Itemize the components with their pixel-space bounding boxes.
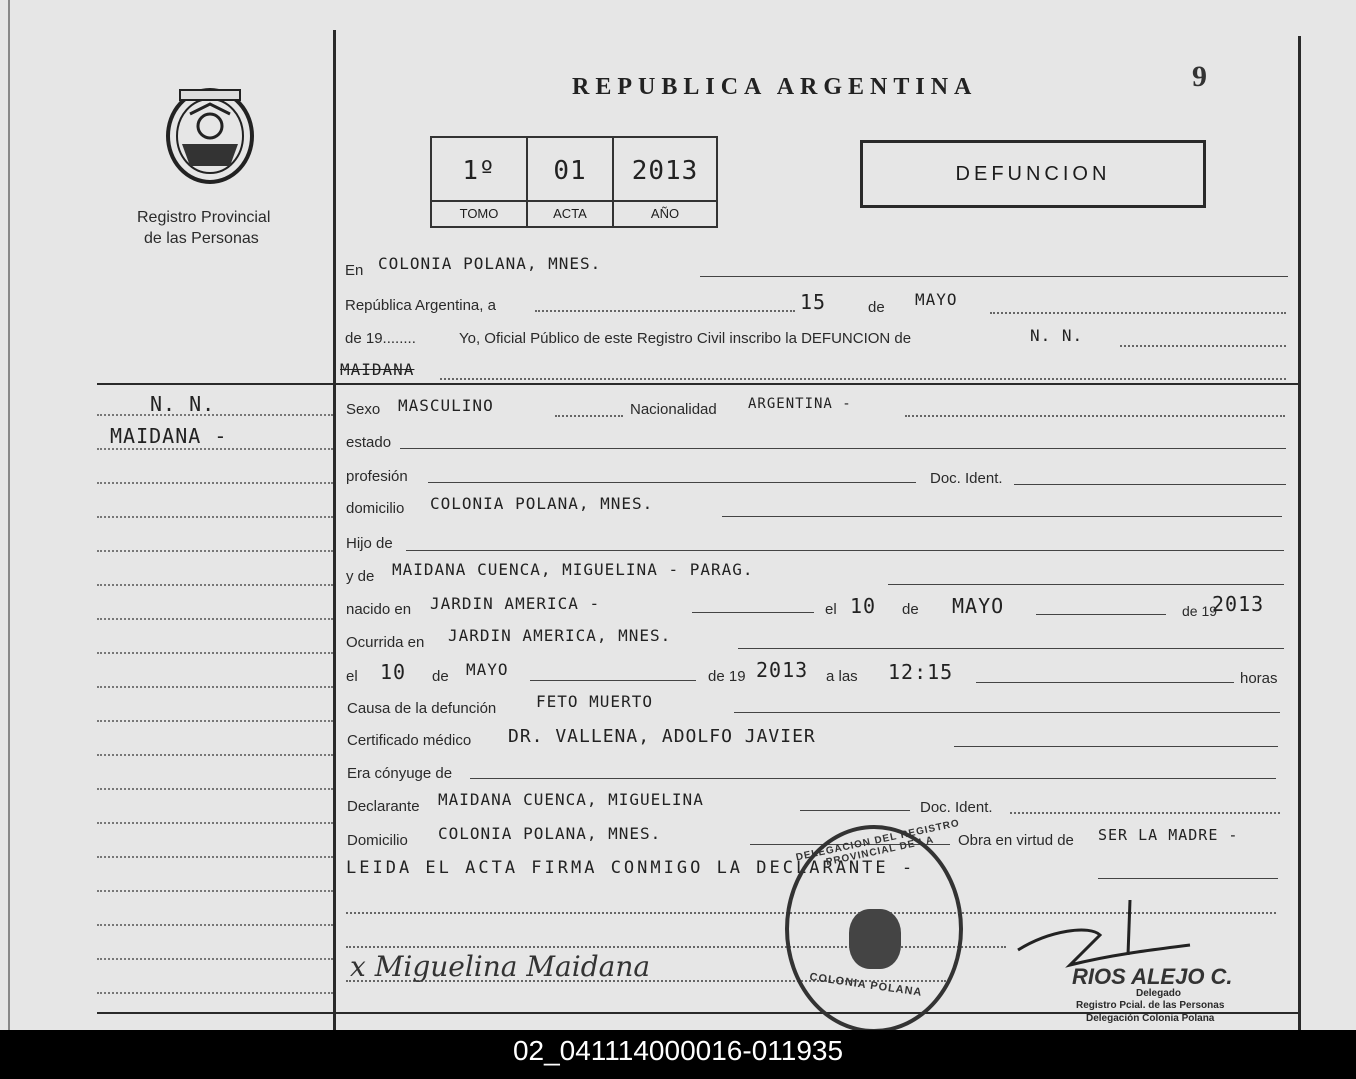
margin-line [97, 584, 333, 586]
stamp-text-top: DELEGACION DEL REGISTRO PROVINCIAL DE LA [794, 817, 961, 869]
obra-label: Obra en virtud de [958, 832, 1074, 849]
de-label-2: de [902, 601, 919, 618]
margin-line [97, 856, 333, 858]
day-value: 15 [800, 290, 827, 314]
deceased-dots [1120, 345, 1286, 347]
deceased-name-2: MAIDANA [340, 360, 415, 379]
ano-label: AÑO [614, 200, 716, 226]
nacionalidad-label: Nacionalidad [630, 401, 717, 418]
causa-value: FETO MUERTO [536, 692, 653, 711]
official-title: Delegado [1136, 988, 1182, 999]
misiones-coat-of-arms-icon [160, 84, 260, 190]
margin-line [97, 414, 333, 416]
right-border [1298, 36, 1301, 1030]
hora-value: 12:15 [888, 660, 954, 684]
margin-line [97, 788, 333, 790]
acta-label: ACTA [528, 200, 612, 226]
alas-label: a las [826, 668, 858, 685]
def-month: MAYO [466, 660, 509, 679]
tomo-label: TOMO [432, 200, 526, 226]
deceased-name-1: N. N. [1030, 326, 1084, 345]
register-box [430, 136, 718, 228]
yde-label: y de [346, 568, 375, 585]
certificado-label: Certificado médico [347, 732, 472, 749]
republica-label: República Argentina, a [345, 297, 496, 314]
document-type-box: DEFUNCION [860, 140, 1206, 208]
section-divider [97, 383, 1300, 385]
estado-line [400, 448, 1286, 449]
conyuge-line [470, 778, 1276, 779]
en-line [700, 276, 1288, 277]
margin-line [97, 448, 333, 450]
domicilio-value: COLONIA POLANA, MNES. [430, 494, 654, 513]
en-label: En [345, 262, 364, 279]
nacido-value: JARDIN AMERICA - [430, 594, 601, 613]
certificado-value: DR. VALLENA, ADOLFO JAVIER [508, 726, 816, 747]
declarante-label: Declarante [347, 798, 420, 815]
month-value: MAYO [915, 290, 958, 309]
domicilio-label: domicilio [346, 500, 405, 517]
conyuge-label: Era cónyuge de [347, 765, 453, 782]
margin-line [97, 516, 333, 518]
def-month-line [530, 680, 696, 681]
margin-line [97, 890, 333, 892]
yde-line [888, 584, 1284, 585]
official-line2: Registro Pcial. de las Personas [1076, 1000, 1225, 1011]
page-number: 9 [1192, 60, 1207, 93]
profesion-label: profesión [346, 468, 408, 485]
doc-ident-label: Doc. Ident. [930, 470, 1003, 487]
doc-ident2-dots [1010, 812, 1280, 814]
acta-cell [528, 138, 614, 226]
doc-ident-line [1014, 484, 1286, 485]
sexo-value: MASCULINO [398, 396, 494, 415]
ano-cell [614, 138, 716, 226]
obra-line-2 [1098, 878, 1278, 879]
estado-label: estado [346, 434, 392, 451]
declarante-line [800, 810, 910, 811]
ocurrida-line [738, 648, 1284, 649]
domicilio2-label: Domicilio [347, 832, 408, 849]
tomo-cell [432, 138, 528, 226]
el-label: el [825, 601, 837, 618]
official-signature-icon [1010, 895, 1200, 975]
stamp-emblem-icon [849, 909, 901, 969]
nacido-line [692, 612, 814, 613]
margin-line [97, 686, 333, 688]
doc-ident2-label: Doc. Ident. [920, 799, 993, 816]
horas-label: horas [1240, 670, 1278, 687]
nacionalidad-dots [905, 415, 1285, 417]
hijo-label: Hijo de [346, 535, 393, 552]
registry-name-line1: Registro Provincial [137, 209, 271, 226]
domicilio-line [722, 516, 1282, 517]
profesion-line [428, 482, 916, 483]
margin-line [97, 652, 333, 654]
def-year: 2013 [756, 658, 809, 682]
declarante-value: MAIDANA CUENCA, MIGUELINA [438, 790, 704, 809]
nacionalidad-value: ARGENTINA - [748, 396, 852, 412]
margin-name-1: N. N. [150, 392, 216, 416]
nac-day: 10 [850, 594, 877, 618]
column-divider [333, 30, 336, 1030]
margin-line [97, 720, 333, 722]
en-value: COLONIA POLANA, MNES. [378, 254, 602, 273]
margin-name-2: MAIDANA - [110, 424, 228, 448]
nacido-label: nacido en [346, 601, 412, 618]
republica-dots [535, 310, 795, 312]
month-dots [990, 312, 1286, 314]
nac-month-line [1036, 614, 1166, 615]
margin-line [97, 958, 333, 960]
ocurrida-value: JARDIN AMERICA, MNES. [448, 626, 672, 645]
registry-name-line2: de las Personas [144, 230, 259, 247]
margin-line [97, 992, 333, 994]
de19c-label: de 19 [708, 668, 746, 685]
sexo-label: Sexo [346, 401, 381, 418]
country-title: REPUBLICA ARGENTINA [572, 74, 978, 100]
causa-label: Causa de la defunción [347, 700, 497, 717]
de19-label: de 19........ [345, 330, 416, 347]
obra-value-2: LEIDA EL ACTA FIRMA CONMIGO LA DECLARANTE - [346, 858, 916, 878]
de-label: de [868, 299, 885, 316]
madre-value: MAIDANA CUENCA, MIGUELINA - PARAG. [392, 560, 754, 579]
deceased-name-2-dots [440, 378, 1286, 380]
official-name: RIOS ALEJO C. [1072, 964, 1233, 989]
domicilio2-value: COLONIA POLANA, MNES. [438, 824, 662, 843]
de-label-3: de [432, 668, 449, 685]
margin-line [97, 822, 333, 824]
ocurrida-label: Ocurrida en [346, 634, 425, 651]
official-stamp [785, 817, 963, 1030]
margin-line [97, 924, 333, 926]
el-label-2: el [346, 668, 358, 685]
file-id-caption: 02_041114000016-011935 [0, 1030, 1356, 1079]
nac-month: MAYO [952, 594, 1005, 618]
hora-line [976, 682, 1234, 683]
stamp-text-bottom: COLONIA POLANA [808, 971, 924, 999]
tomo-value: 1º [462, 156, 496, 186]
nac-year: 2013 [1212, 592, 1265, 616]
official-line3: Delegación Colonia Polana [1086, 1013, 1215, 1024]
binding-edge [8, 0, 10, 1030]
margin-line [97, 754, 333, 756]
def-day: 10 [380, 660, 407, 684]
inscribo-label: Yo, Oficial Público de este Registro Civil inscribo la DEFUNCION de [459, 330, 912, 347]
causa-line [734, 712, 1280, 713]
obra-value: SER LA MADRE - [1098, 826, 1239, 844]
margin-line [97, 618, 333, 620]
de19b-label: de 19 [1182, 603, 1218, 619]
sexo-dots [555, 415, 623, 417]
ano-value: 2013 [631, 156, 699, 186]
declarant-signature: x Miguelina Maidana [350, 950, 651, 983]
certificado-line [954, 746, 1278, 747]
margin-line [97, 482, 333, 484]
margin-line [97, 550, 333, 552]
acta-value: 01 [553, 156, 587, 186]
hijo-line [406, 550, 1284, 551]
